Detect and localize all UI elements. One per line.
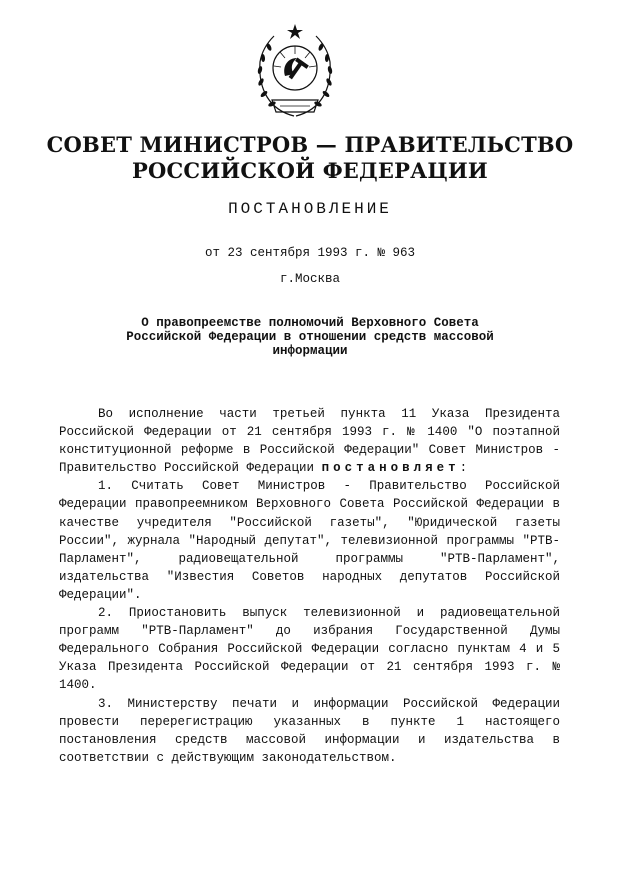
item-1-paragraph: 1. Считать Совет Министров - Правительство Российской Федерации правопреемником Верховного Совета Российской Федерации в качестве учредителя "Российской газеты", "Юридической газеты России", журнала "Народный депутат", телевизионной программы "РТВ-Парламент", радиовещательной программы "РТВ-Парламент", издательства "Известия Советов народных депутатов Российской Федерации". <box>59 479 560 602</box>
government-title-line1: СОВЕТ МИНИСТРОВ — ПРАВИТЕЛЬСТВО <box>46 132 574 157</box>
decree-city: г.Москва <box>279 272 340 286</box>
item-2-paragraph: 2. Приостановить выпуск телевизионной и радиовещательной программ "РТВ-Парламент" до избрания Государственной Думы Федерального Собрания Российской Федерации согласно пунктам 4 и 5 Указа Президента Российской Федерации от 21 сентября 1993 г. № 1400. <box>59 606 560 693</box>
coat-of-arms-icon <box>250 20 340 124</box>
subject-line: информации <box>272 344 348 358</box>
intro-paragraph: Во исполнение части третьей пункта 11 Указа Президента Российской Федерации от 21 сентября 1993 г. № 1400 "О поэтапной конституционной реформе в Российской Федерации" Совет Министров - Правительство Российской Федерации постановляет: <box>59 407 560 476</box>
decree-heading: ПОСТАНОВЛЕНИЕ <box>228 200 392 218</box>
decree-body <box>59 405 560 767</box>
subject-line: О правопреемстве полномочий Верховного Совета <box>141 316 479 330</box>
subject-line: Российской Федерации в отношении средств массовой <box>126 330 494 344</box>
item-3-paragraph: 3. Министерству печати и информации Российской Федерации провести перерегистрацию указанных в пункте 1 настоящего постановления средств массовой информации и издательства в соответствии с действующим законодательством. <box>59 696 560 765</box>
decree-verb: постановляет <box>321 461 460 476</box>
government-title-line2: РОССИЙСКОЙ ФЕДЕРАЦИИ <box>132 158 488 183</box>
decree-subject <box>100 316 520 358</box>
decree-date-number: от 23 сентября 1993 г. № 963 <box>204 246 416 260</box>
